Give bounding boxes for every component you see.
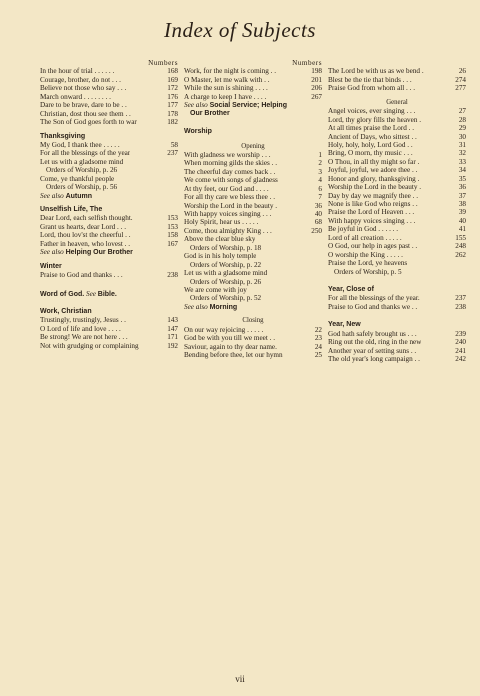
index-entry [328, 225, 466, 233]
entry-number: 172 [167, 84, 178, 93]
entry-title: Worship the Lord in the beauty . [328, 183, 422, 192]
entry-title: We are come with joy [184, 285, 247, 294]
entry-number: 178 [167, 109, 178, 118]
index-entry [40, 101, 178, 109]
entry-title: Praise to God and thanks . . . [40, 271, 123, 280]
index-entry [40, 342, 178, 350]
entry-title: The Lord be with us as we bend . [328, 67, 424, 76]
subject-heading: Work, Christian [40, 307, 92, 315]
entry-number [318, 261, 322, 269]
subject-heading: Year, Close of [328, 285, 374, 293]
index-entry [328, 303, 466, 311]
numbers-header: Numbers [148, 59, 178, 67]
index-entry [184, 244, 322, 252]
index-entry [328, 175, 466, 183]
entry-title: O Thou, in all thy might so far . [328, 157, 420, 166]
entry-title: For all the blessings of the year [40, 149, 131, 158]
index-entry [328, 251, 466, 259]
entry-number: 33 [458, 157, 466, 166]
index-entry [40, 118, 178, 126]
index-entry [184, 252, 322, 260]
page-number: vii [235, 674, 245, 684]
entry-number: 23 [314, 334, 322, 343]
index-column-3 [328, 59, 466, 363]
index-entry [184, 185, 322, 193]
index-entry [328, 330, 466, 338]
entry-number: 248 [455, 242, 466, 251]
entry-number: 238 [167, 271, 178, 280]
entry-number: 147 [167, 324, 178, 333]
index-entry [184, 159, 322, 167]
entry-number: 267 [311, 92, 322, 101]
entry-title: For all the blessings of the year. [328, 294, 420, 303]
entry-number: 153 [167, 214, 178, 223]
entry-title: Lord, thou lov'st the cheerful . . [40, 231, 131, 240]
entry-number: 31 [458, 140, 466, 149]
entry-title: Day by day we magnify thee . . [328, 191, 419, 200]
entry-list [40, 141, 178, 192]
entry-title: Angel voices, ever singing . . . [328, 107, 416, 116]
index-entry [184, 286, 322, 294]
entry-title: At all times praise the Lord . . [328, 124, 415, 133]
numbers-header: Numbers [292, 59, 322, 67]
entry-title: None is like God who reigns . . [328, 200, 418, 208]
index-entry [184, 151, 322, 159]
entry-number: 206 [311, 84, 322, 93]
entry-title: God hath safely brought us . . . [328, 329, 417, 338]
subject-heading: Thanksgiving [40, 132, 86, 140]
subsection-heading: Opening [241, 142, 265, 150]
entry-title: Praise God from whom all . . . [328, 84, 416, 93]
index-entry [184, 294, 322, 302]
entry-number: 192 [167, 341, 178, 350]
see-also: See also Helping Our Brother [40, 248, 133, 257]
entry-number: 237 [167, 149, 178, 158]
entry-number: 169 [167, 75, 178, 84]
index-entry [40, 325, 178, 333]
index-entry [40, 110, 178, 118]
entry-number: 182 [167, 118, 178, 127]
index-entry [184, 168, 322, 176]
index-entry [40, 67, 178, 75]
entry-title: Saviour, again to thy dear name. [184, 342, 277, 351]
entry-number: 24 [314, 342, 322, 351]
index-entry [328, 67, 466, 75]
index-entry [184, 269, 322, 277]
entry-number [462, 268, 466, 276]
entry-list [40, 214, 178, 248]
entry-number: 30 [458, 132, 466, 141]
entry-number: 242 [455, 355, 466, 363]
entry-number: 277 [455, 84, 466, 93]
entry-number [462, 259, 466, 267]
entry-title: Orders of Worship, p. 26 [190, 277, 262, 286]
index-entry [328, 217, 466, 225]
entry-title: March onward . . . . . . . . [40, 92, 111, 101]
index-entry [184, 93, 322, 101]
entry-title: With happy voices singing . . . [184, 210, 272, 218]
entry-list [328, 107, 466, 276]
entry-number: 241 [455, 346, 466, 355]
index-entry [184, 326, 322, 334]
see-also-cont: Our Brother [190, 109, 230, 117]
entry-number: 171 [167, 333, 178, 342]
entry-list [184, 67, 322, 101]
entry-number: 36 [314, 201, 322, 210]
entry-title: O Lord of life and love . . . . [40, 324, 121, 333]
entry-number: 167 [167, 239, 178, 248]
index-entry [328, 107, 466, 115]
entry-number: 201 [311, 75, 322, 84]
see-also: See also Autumn [40, 191, 93, 200]
entry-number: 177 [167, 101, 178, 110]
entry-number: 25 [314, 351, 322, 359]
entry-title: We come with songs of gladness [184, 176, 278, 185]
index-entry [40, 93, 178, 101]
entry-title: O God, our help in ages past . . [328, 242, 418, 251]
index-entry [184, 202, 322, 210]
index-entry [184, 227, 322, 235]
index-entry [40, 166, 178, 174]
entry-title: Christian, dost thou see them . . [40, 109, 131, 118]
entry-number [174, 175, 178, 183]
entry-title: Trustingly, trustingly, Jesus . . [40, 316, 126, 325]
entry-title: Praise the Lord of Heaven . . . [328, 208, 415, 217]
entry-title: The old year's long campaign . . [328, 355, 420, 363]
index-entry [40, 84, 178, 92]
entry-number [318, 244, 322, 252]
entry-number: 26 [458, 67, 466, 76]
entry-title: Orders of Worship, p. 26 [46, 166, 118, 175]
entry-number: 262 [455, 250, 466, 259]
index-entry [184, 67, 322, 75]
index-entry [184, 210, 322, 218]
entry-title: Worship the Lord in the beauty . [184, 201, 278, 210]
index-entry [184, 343, 322, 351]
entry-number: 28 [458, 115, 466, 124]
index-entry [328, 158, 466, 166]
entry-number: 1 [318, 150, 322, 159]
entry-title: Lord, thy glory fills the heaven . [328, 115, 422, 124]
entry-title: In the hour of trial . . . . . . [40, 67, 115, 76]
entry-number [318, 286, 322, 294]
entry-number [318, 252, 322, 260]
index-column-2 [184, 59, 322, 359]
index-entry [184, 176, 322, 184]
entry-list [40, 271, 178, 279]
entry-title: While the sun is shining . . . . [184, 84, 268, 93]
index-entry [184, 351, 322, 359]
entry-title: Praise to God and thanks we . . [328, 302, 418, 311]
entry-title: O Master, let me walk with . . [184, 75, 270, 84]
entry-title: Grant us hearts, dear Lord . . . [40, 222, 127, 231]
index-entry [40, 240, 178, 248]
subject-heading: Winter [40, 262, 62, 270]
entry-number: 239 [455, 329, 466, 338]
entry-number: 198 [311, 67, 322, 76]
entry-number: 29 [458, 124, 466, 133]
index-entry [40, 158, 178, 166]
index-entry [40, 271, 178, 279]
index-entry [328, 268, 466, 276]
entry-title: Orders of Worship, p. 5 [334, 267, 402, 276]
entry-title: For all thy care we bless thee . . [184, 193, 276, 202]
entry-number [318, 294, 322, 302]
entry-number: 155 [455, 233, 466, 242]
entry-title: God is in his holy temple [184, 252, 257, 261]
entry-title: Let us with a gladsome mind [40, 157, 124, 166]
entry-title: Let us with a gladsome mind [184, 269, 268, 278]
see-also: See also Social Service; Helping [184, 101, 287, 110]
index-entry [328, 242, 466, 250]
entry-title: Holy Spirit, hear us . . . . . [184, 218, 259, 227]
index-entry [40, 223, 178, 231]
index-entry [328, 200, 466, 208]
entry-title: Work, for the night is coming . . [184, 67, 277, 76]
entry-number: 41 [458, 225, 466, 234]
index-entry [184, 278, 322, 286]
entry-number: 274 [455, 75, 466, 84]
entry-list [184, 326, 322, 360]
index-entry [328, 84, 466, 92]
page-title: Index of Subjects [164, 18, 316, 42]
entry-number: 39 [458, 208, 466, 217]
index-entry [328, 183, 466, 191]
index-entry [40, 231, 178, 239]
entry-number: 176 [167, 92, 178, 101]
subject-heading-see: Word of God. See Bible. [40, 289, 117, 298]
entry-title: On our way rejoicing . . . . . [184, 325, 264, 334]
entry-title: Come, ye thankful people [40, 174, 115, 183]
entry-number [174, 183, 178, 191]
entry-title: With gladness we worship . . . [184, 150, 271, 159]
entry-number [174, 166, 178, 174]
entry-title: Bring, O morn, thy music . . . [328, 149, 413, 158]
entry-title: When morning gilds the skies . . [184, 159, 278, 168]
entry-title: Believe not those who say . . . [40, 84, 127, 93]
entry-number: 22 [314, 325, 322, 334]
entry-list [40, 67, 178, 126]
entry-title: Another year of setting suns . . [328, 346, 417, 355]
subject-heading: Year, New [328, 321, 361, 329]
index-entry [328, 234, 466, 242]
entry-list [328, 294, 466, 311]
entry-title: My God, I thank thee . . . . . [40, 140, 120, 149]
index-entry [328, 141, 466, 149]
entry-title: Above the clear blue sky [184, 235, 256, 244]
entry-number: 40 [458, 216, 466, 225]
index-entry [40, 316, 178, 324]
entry-number [318, 269, 322, 277]
entry-number: 153 [167, 222, 178, 231]
subject-heading: Unselfish Life, The [40, 206, 103, 213]
entry-list [328, 67, 466, 92]
entry-title: Ring out the old, ring in the new [328, 338, 422, 347]
entry-title: With happy voices singing . . . [328, 216, 416, 225]
entry-list [40, 316, 178, 350]
entry-list [328, 330, 466, 364]
index-column-1 [40, 59, 178, 350]
entry-title: Be joyful in God . . . . . . [328, 225, 399, 234]
subsection-heading: Closing [242, 317, 264, 325]
entry-number: 27 [458, 107, 466, 116]
entry-number: 2 [318, 159, 322, 168]
index-entry [40, 183, 178, 191]
entry-number: 58 [170, 140, 178, 149]
index-entry [184, 193, 322, 201]
index-entry [328, 124, 466, 132]
entry-number: 35 [458, 174, 466, 183]
index-entry [40, 175, 178, 183]
entry-title: The cheerful day comes back . . [184, 167, 276, 176]
entry-title: Orders of Worship, p. 22 [190, 260, 262, 269]
index-entry [184, 76, 322, 84]
entry-number: 168 [167, 67, 178, 76]
entry-title: God be with you till we meet . . [184, 334, 276, 343]
entry-title: O worship the King . . . . . [328, 250, 403, 259]
see-also: See also Morning [184, 302, 238, 311]
index-entry [328, 166, 466, 174]
entry-title: At thy feet, our God and . . . . [184, 184, 269, 193]
entry-title: Dare to be brave, dare to be . . [40, 101, 127, 110]
index-entry [184, 218, 322, 226]
subject-heading: Worship [184, 128, 212, 136]
index-entry [184, 334, 322, 342]
entry-number: 240 [455, 338, 466, 347]
index-entry [328, 76, 466, 84]
entry-title: Praise the Lord, ye heavens [328, 259, 408, 268]
index-entry [40, 214, 178, 222]
index-entry [328, 149, 466, 157]
entry-number: 250 [311, 226, 322, 235]
index-entry [328, 259, 466, 267]
entry-title: Be strong! We are not here . . . [40, 333, 128, 342]
index-entry [328, 355, 466, 363]
entry-title: Blest be the tie that binds . . . [328, 75, 412, 84]
index-entry [40, 141, 178, 149]
entry-title: Orders of Worship, p. 18 [190, 243, 262, 252]
index-entry [184, 235, 322, 243]
entry-number: 143 [167, 316, 178, 325]
entry-number: 37 [458, 191, 466, 200]
entry-title: Ancient of Days, who sittest . . [328, 132, 417, 141]
entry-title: Holy, holy, holy, Lord God . . [328, 140, 413, 149]
entry-number: 40 [314, 210, 322, 218]
entry-title: The Son of God goes forth to war [40, 118, 137, 127]
index-entry [40, 333, 178, 341]
entry-title: Not with grudging or complaining [40, 341, 139, 350]
index-entry [328, 116, 466, 124]
entry-title: A charge to keep I have . . . . [184, 92, 267, 101]
entry-number: 68 [314, 218, 322, 227]
entry-number: 238 [455, 302, 466, 311]
index-entry [328, 208, 466, 216]
entry-title: Come, thou almighty King . . . [184, 226, 272, 235]
entry-title: Lord of all creation . . . . . [328, 233, 402, 242]
index-entry [184, 84, 322, 92]
entry-title: Dear Lord, each selfish thought. [40, 214, 133, 223]
subsection-heading: General [386, 98, 408, 106]
entry-title: Bending before thee, let our hymn [184, 351, 283, 359]
entry-number: 6 [318, 184, 322, 193]
entry-number: 7 [318, 193, 322, 202]
entry-number [318, 235, 322, 243]
entry-title: Orders of Worship, p. 56 [46, 183, 118, 192]
entry-number [174, 158, 178, 166]
entry-title: Father in heaven, who lovest . . [40, 239, 131, 248]
entry-number: 158 [167, 231, 178, 240]
entry-number: 32 [458, 149, 466, 158]
entry-title: Orders of Worship, p. 52 [190, 294, 262, 303]
entry-number: 38 [458, 200, 466, 208]
entry-number: 3 [318, 167, 322, 176]
index-entry [40, 76, 178, 84]
entry-number: 237 [455, 294, 466, 303]
index-entry [328, 133, 466, 141]
entry-title: Courage, brother, do not . . . [40, 75, 121, 84]
entry-number: 36 [458, 183, 466, 192]
entry-number [318, 278, 322, 286]
index-entry [328, 294, 466, 302]
entry-number: 4 [318, 176, 322, 185]
index-entry [328, 347, 466, 355]
index-entry [328, 338, 466, 346]
index-entry [328, 192, 466, 200]
entry-list [184, 151, 322, 303]
index-entry [40, 149, 178, 157]
entry-number: 34 [458, 166, 466, 175]
index-entry [184, 261, 322, 269]
entry-title: Joyful, joyful, we adore thee . . [328, 166, 418, 175]
entry-title: Honor and glory, thanksgiving . [328, 174, 420, 183]
